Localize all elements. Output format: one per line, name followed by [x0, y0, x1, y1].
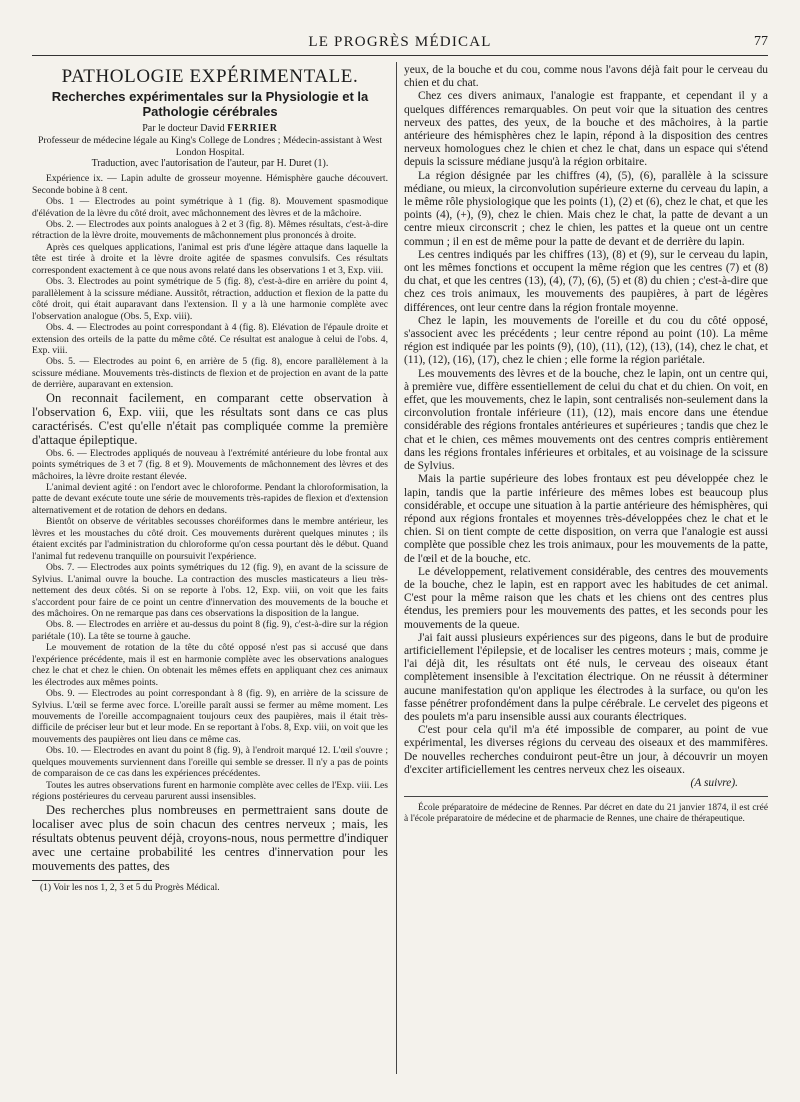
- paragraph: J'ai fait aussi plusieurs expériences sur des pigeons, dans le but de produire artificiellement l'épilepsie, et de localiser les centres moteurs ; mais, comme je l'ai déjà dit, les résultats ont été nuls, le cerveau des oiseaux étant complètement insensible à l'excitation électrique. On ne réussit à déterminer aucune manifestation qu'on applique les électrodes à la surface, ou qu'on les fasse pénétrer profondément dans la pulpe cérébrale. Le cervelet des pigeons et des poulets m'a paru insensible aussi aux courants électriques.: [404, 631, 768, 723]
- paragraph: Obs. 2. — Electrodes aux points analogues à 2 et 3 (fig. 8). Mêmes résultats, c'est-à-dire rétraction de la lèvre droite, mouvements de mâchonnement plus prononcés à droite.: [32, 219, 388, 242]
- paragraph: Mais la partie supérieure des lobes frontaux est peu développée chez le lapin, tandis que la partie inférieure des mêmes lobes est beaucoup plus considérable, et occupe une situation à la partie antérieure des hémisphères, qui répond aux régions frontales et moyennes très-développées chez le chat et le chien. Si on tient compte de cette disposition, on verra que l'analogie est aussi complète que possible chez les trois animaux, pour les mouvements de la patte, de l'œil et de la bouche, etc.: [404, 473, 768, 565]
- paragraph: Après ces quelques applications, l'animal est pris d'une légère attaque dans laquelle la tête est tirée à droite et la lèvre droite agitée de spasmes convulsifs. Ces résultats correspondent exactement à ce que nous avons relaté dans les observations 1 et 3, Exp. viii.: [32, 241, 388, 276]
- paragraph: Les centres indiqués par les chiffres (13), (8) et (9), sur le cerveau du lapin, ont les mêmes fonctions et occupent la même région que les centres (7) et (8) du chat, et que les centres (13), (4), (7), (6), (5) et (8) du chien ; c'est-à-dire que chez ces trois animaux, les mouvements des paupières, à part de légères différences, ont leur centre dans la région frontale moyenne.: [404, 248, 768, 314]
- paragraph: La région désignée par les chiffres (4), (5), (6), parallèle à la scissure médiane, ou mieux, la circonvolution supérieure externe du cerveau du lapin, a le même rôle physiologique que les points (1), (2) et (6), chez le chat, et que les points (4), (+), (9), chez le chien. Mais chez le chat, la patte de devant a un centre mieux circonscrit ; chez le chien, les pattes et la queue ont un centre commun ; il en est de même pour la patte de devant et de derrière du lapin.: [404, 169, 768, 248]
- section-title: PATHOLOGIE EXPÉRIMENTALE.: [61, 66, 359, 87]
- announcement-rule: [404, 796, 768, 825]
- paragraph: L'animal devient agité : on l'endort avec le chloroforme. Pendant la chloroformisation, la patte de devant exécute toute une série de mouvements très-rapides de flexion et d'extension alternativement et de rotation de dehors en dedans.: [32, 481, 388, 516]
- footnote-rule: [32, 880, 152, 881]
- paragraph: On reconnait facilement, en comparant cette observation à l'observation 6, Exp. viii, que les résultats sont dans ce cas plus caractérisés. C'est qu'elle n'était pas compliquée comme la première d'attaque épileptique.: [32, 390, 388, 448]
- paragraph: Des recherches plus nombreuses en permettraient sans doute de localiser avec plus de soin chacun des centres nerveux ; mais, les résultats obtenus peuvent déjà, croyons-nous, nous permettre d'indiquer avec une certaine probabilité les centres d'innervation pour les mouvements des pattes, des: [32, 802, 388, 874]
- paragraph: Obs. 1 — Electrodes au point symétrique à 1 (fig. 8). Mouvement spasmodique d'élévation de la lèvre du côté droit, avec mâchonnement des lèvres et de la mâchoire.: [32, 196, 388, 219]
- paragraph: Le développement, relativement considérable, des centres des mouvements de la bouche, chez le lapin, est en rapport avec les habitudes de cet animal. C'est pour la même raison que les chats et les chiens ont des centres plus étendus, les premiers pour les mouvements des pattes, et les seconds pour les mouvements de la queue.: [404, 565, 768, 631]
- paragraph: Obs. 6. — Electrodes appliqués de nouveau à l'extrémité antérieure du lobe frontal aux points symétriques de 3 et 7 (fig. 8 et 9). Mouvements de mâchonnement des lèvres et des mâchoires, la lèvre droite restant élevée.: [32, 447, 388, 482]
- paragraph: Obs. 4. — Electrodes au point correspondant à 4 (fig. 8). Elévation de l'épaule droite et extension des orteils de la patte du même côté. Ce résultat est analogue à celui de l'obs. 4, Exp. viii.: [32, 322, 388, 356]
- header-rule: [32, 55, 768, 56]
- paragraph: Obs. 9. — Electrodes au point correspondant à 8 (fig. 9), en arrière de la scissure de Sylvius. L'œil se ferme avec force. L'oreille paraît aussi se fermer au même moment. Les mouvements de l'oreille accompagnaient toujours ceux des paupières, mais il était très-difficile de préciser leur but et leur mode. En se reportant à l'obs. 8, Exp. viii, on voit que les mouvements des paupières ont lieu dans ce même cas.: [32, 688, 388, 745]
- paragraph: Obs. 3. Electrodes au point symétrique de 5 (fig. 8), c'est-à-dire en arrière du point 4, parallèlement à la scissure médiane. Aussitôt, rétraction, adduction et flexion de la patte du côté droit, qui était auparavant dans l'extension. Il y a là une harmonie complète avec l'observation analogue (Obs. 5, Exp. viii).: [32, 276, 388, 322]
- page-number: 77: [754, 34, 768, 49]
- byline: [32, 123, 388, 135]
- paragraph: yeux, de la bouche et du cou, comme nous l'avons déjà fait pour le cerveau du chien et du chat.: [404, 64, 768, 90]
- paragraph: Toutes les autres observations furent en harmonie complète avec celles de l'Exp. viii. Les régions postérieures du cerveau parurent aussi insensibles.: [32, 779, 388, 803]
- paragraph: Obs. 7. — Electrodes aux points symétriques du 12 (fig. 9), en avant de la scissure de Sylvius. L'animal ouvre la bouche. La contraction des muscles masticateurs a lieu très-nettement des deux côtés. Si on se reporte à l'obs. 12, Exp. viii, on voit que les faits s'accordent pour faire de ce point un centre d'innervation des mouvements de la bouche et des mâchoires. On ne remarque pas dans ces observations la disposition de la langue.: [32, 562, 388, 619]
- paragraph: Chez le lapin, les mouvements de l'oreille et du cou du côté opposé, s'associent avec les précédents ; leur centre répond au point (10). La même région est indiquée par les points (9), (10), (11), (12), (13), (14), chez le chat, et (11), (12), (16), (17), chez le chien ; elle forme la région pariétale.: [404, 314, 768, 367]
- paragraph: Obs. 5. — Electrodes au point 6, en arrière de 5 (fig. 8), encore parallèlement à la scissure médiane. Mouvements très-distincts de flexion et de projection en avant de la patte de derrière, auparavant en extension.: [32, 356, 388, 391]
- announcement: École préparatoire de médecine de Rennes. Par décret en date du 21 janvier 1874, il est créé à l'école préparatoire de médecine et de pharmacie de Rennes, une chaire de thérapeutique.: [404, 803, 768, 825]
- to-be-continued: (A suivre).: [690, 776, 738, 789]
- translation-note: Traduction, avec l'autorisation de l'auteur, par H. Duret (1).: [91, 158, 329, 170]
- right-column: [404, 64, 768, 825]
- paragraph: C'est pour cela qu'il m'a été impossible de comparer, au point de vue expérimental, les diverses régions du cerveau des oiseaux et des mammifères. De nouvelles recherches conduiront peut-être un jour, à découvrir un moyen d'exciter artificiellement les centres nerveux chez les oiseaux.: [404, 724, 768, 776]
- paragraph: Obs. 8. — Electrodes en arrière et au-dessus du point 8 (fig. 9), c'est-à-dire sur la région pariétale (10). La tête se tourne à gauche.: [32, 619, 388, 642]
- byline-prefix: Par le docteur David: [142, 123, 225, 134]
- column-divider: [396, 62, 397, 1074]
- left-column: [32, 64, 388, 894]
- journal-title: LE PROGRÈS MÉDICAL: [308, 34, 492, 50]
- author-name: FERRIER: [227, 123, 278, 134]
- footnote: (1) Voir les nos 1, 2, 3 et 5 du Progrès Médical.: [40, 882, 220, 893]
- paragraph: Les mouvements des lèvres et de la bouche, chez le lapin, ont un centre qui, à première vue, diffère essentiellement de celui du chat et du chien. On voit, en effet, que les mouvements, chez le lapin, sont centralisés non-seulement dans la circonvolution frontale inférieure (11), (12), mais encore dans une étendue considérable des régions frontales antérieures et supérieures ; tandis que chez le chat et le chien, ces mêmes mouvements ont des centres compris entièrement dans les régions frontales inférieures et orbitales, et au voisinage de la scissure de Sylvius.: [404, 367, 768, 473]
- page-header: [32, 30, 768, 52]
- author-affiliation: Professeur de médecine légale au King's College de Londres ; Médecin-assistant à West London Hospital.: [37, 135, 383, 158]
- paragraph: Bientôt on observe de véritables secousses choréiformes dans le membre antérieur, les lèvres et les moustaches du côté droit. Ces mouvements durèrent quelques minutes ; ils étaient excités par l'administration du chloroforme qu'on cessa pourtant dès le début. Quand l'animal fut redevenu tranquille on poursuivit l'expérience.: [32, 516, 388, 562]
- paragraph: Chez ces divers animaux, l'analogie est frappante, et cependant il y a quelques différences remarquables. On peut voir que la situation des centres nerveux des pattes, des yeux, de la bouche et des mâchoires, à la partie antérieure des hémisphères chez le lapin, répond à la disposition des centres nerveux homologues chez le chien et chez le chat, dans un espace qui s'étend depuis la scissure médiane jusqu'à la région orbitaire.: [404, 90, 768, 169]
- paragraph: Le mouvement de rotation de la tête du côté opposé n'est pas si accusé que dans l'expérience précédente, mais il est en harmonie complète avec les observations analogues chez le chat et chez le chien. On obtenait les mêmes effets en appliquant chez ces animaux les électrodes aux mêmes points.: [32, 642, 388, 688]
- article-subtitle: Recherches expérimentales sur la Physiologie et la Pathologie cérébrales: [51, 89, 369, 119]
- paragraph: Obs. 10. — Electrodes en avant du point 8 (fig. 9), à l'endroit marqué 12. L'œil s'ouvre ; quelques mouvements surviennent dans l'oreille qui semble se dresser. Il n'y a pas de points de comparaison de ce cas dans les expériences précédentes.: [32, 745, 388, 780]
- paragraph: Expérience ix. — Lapin adulte de grosseur moyenne. Hémisphère gauche découvert. Seconde bobine à 8 cent.: [32, 173, 388, 196]
